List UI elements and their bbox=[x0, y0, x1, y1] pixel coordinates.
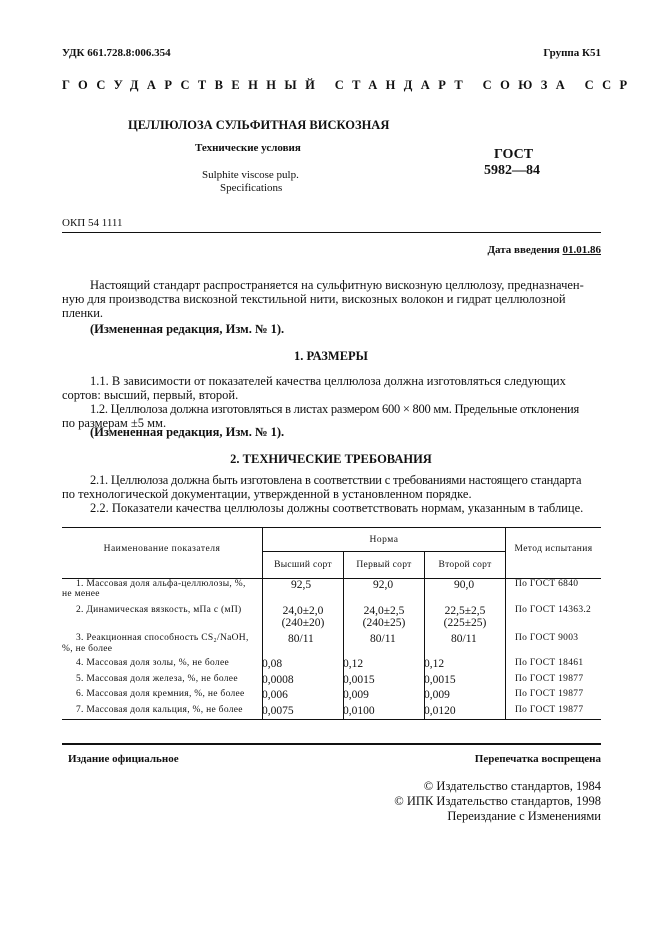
cell-second: 0,009 bbox=[424, 689, 450, 701]
table-row bbox=[62, 674, 601, 689]
state-standard-heading: ГОСУДАРСТВЕННЫЙ СТАНДАРТ СОЮЗА ССР bbox=[62, 78, 636, 92]
cell-high: 0,0008 bbox=[262, 674, 294, 686]
divider bbox=[62, 232, 601, 233]
cell-first: 0,12 bbox=[343, 658, 364, 670]
cell-high: 0,0075 bbox=[262, 705, 294, 717]
table-row bbox=[62, 605, 601, 631]
paragraph-line: по размерам ±5 мм. bbox=[62, 416, 167, 430]
row-name: 4. Массовая доля золы, %, не более bbox=[76, 658, 229, 668]
paragraph-line: 2.2. Показатели качества целлюлозы должны соответствовать нормам, указанным в таблице. bbox=[90, 501, 584, 515]
change-note: (Измененная редакция, Изм. № 1). bbox=[90, 322, 285, 336]
cell-second: 0,0120 bbox=[424, 705, 456, 717]
group-code: Группа К51 bbox=[543, 47, 601, 59]
copyright-line: © Издательство стандартов, 1984 bbox=[423, 779, 601, 793]
cell-first: 92,0 bbox=[373, 579, 394, 591]
row-name: 2. Динамическая вязкость, мПа с (мП) bbox=[76, 605, 242, 615]
cell-second: 80/11 bbox=[451, 633, 477, 645]
intro-line: Настоящий стандарт распространяется на сульфитную вискозную целлюлозу, предназначен- bbox=[90, 278, 584, 292]
effective-date-label: Дата введения bbox=[487, 244, 560, 256]
copyright-line: © ИПК Издательство стандартов, 1998 bbox=[394, 794, 601, 808]
cell-method: По ГОСТ 9003 bbox=[515, 633, 579, 643]
effective-date bbox=[487, 244, 601, 256]
intro-line: пленки. bbox=[62, 306, 104, 320]
official-edition: Издание официальное bbox=[68, 753, 179, 765]
cell-first: 0,0015 bbox=[343, 674, 375, 686]
english-title-line1: Sulphite viscose pulp. bbox=[202, 169, 299, 181]
cell-method: По ГОСТ 19877 bbox=[515, 689, 584, 699]
okp-code: ОКП 54 1111 bbox=[62, 217, 123, 229]
cell-second: 0,0015 bbox=[424, 674, 456, 686]
paragraph-line: 2.1. Целлюлоза должна быть изготовлена в соответствии с требованиями настоящего стандарта bbox=[90, 473, 582, 487]
cell-second: 90,0 bbox=[454, 579, 475, 591]
gost-label: ГОСТ bbox=[494, 147, 534, 162]
paragraph-line: 1.1. В зависимости от показателей качества целлюлоза должна изготовляться следующих bbox=[90, 374, 566, 388]
document-title: ЦЕЛЛЮЛОЗА СУЛЬФИТНАЯ ВИСКОЗНАЯ bbox=[128, 118, 390, 132]
reissue-note: Переиздание с Изменениями bbox=[447, 809, 601, 823]
column-header-method: Метод испытания bbox=[514, 544, 593, 554]
cell-second: 0,12 bbox=[424, 658, 445, 670]
column-header-high: Высший сорт bbox=[274, 560, 332, 570]
row-name: 7. Массовая доля кальция, %, не более bbox=[76, 705, 243, 715]
column-header-first: Первый сорт bbox=[356, 560, 412, 570]
intro-line: ную для производства вискозной текстильной нити, вискозных волокон и гидрат целлюлозной bbox=[62, 292, 566, 306]
cell-high: 0,08 bbox=[262, 658, 283, 670]
row-name: 5. Массовая доля железа, %, не более bbox=[76, 674, 238, 684]
cell-high: 92,5 bbox=[291, 579, 312, 591]
cell-high: 24,0±2,0 (240±20) bbox=[281, 605, 325, 629]
table-row bbox=[62, 689, 601, 704]
udk-code: УДК 661.728.8:006.354 bbox=[62, 47, 171, 59]
copyright-block bbox=[394, 779, 601, 824]
cell-method: По ГОСТ 19877 bbox=[515, 705, 584, 715]
table-row bbox=[62, 705, 601, 720]
column-header-norm: Норма bbox=[369, 535, 399, 545]
row-name: 6. Массовая доля кремния, %, не более bbox=[76, 689, 245, 699]
cell-high: 80/11 bbox=[288, 633, 314, 645]
paragraph-line: 1.2. Целлюлоза должна изготовляться в листах размером 600 × 800 мм. Предельные отклонения bbox=[90, 402, 579, 416]
footer-rule bbox=[62, 743, 601, 745]
section2-paragraph bbox=[62, 473, 600, 515]
cell-method: По ГОСТ 14363.2 bbox=[515, 605, 592, 615]
row-name: 1. Массовая доля альфа-целлюлозы, %, не менее bbox=[62, 579, 246, 599]
effective-date-value: 01.01.86 bbox=[562, 244, 601, 256]
change-note: (Измененная редакция, Изм. № 1). bbox=[90, 425, 285, 439]
cell-second: 22,5±2,5 (225±25) bbox=[443, 605, 487, 629]
cell-method: По ГОСТ 6840 bbox=[515, 579, 579, 589]
norm-divider bbox=[263, 551, 505, 552]
document-subtitle: Технические условия bbox=[195, 142, 301, 154]
section-heading-sizes: 1. РАЗМЕРЫ bbox=[294, 349, 368, 363]
paragraph-line: сортов: высший, первый, второй. bbox=[62, 388, 239, 402]
table-row bbox=[62, 579, 601, 605]
table-header bbox=[62, 527, 601, 579]
intro-paragraph bbox=[62, 278, 600, 320]
cell-first: 0,0100 bbox=[343, 705, 375, 717]
cell-method: По ГОСТ 19877 bbox=[515, 674, 584, 684]
section1-paragraph bbox=[62, 374, 600, 430]
section-heading-requirements: 2. ТЕХНИЧЕСКИЕ ТРЕБОВАНИЯ bbox=[230, 452, 432, 466]
cell-method: По ГОСТ 18461 bbox=[515, 658, 584, 668]
table-row bbox=[62, 658, 601, 673]
paragraph-line: по технологической документации, утвержденной в установленном порядке. bbox=[62, 487, 472, 501]
row-name: 3. Реакционная способность CS₂/NaOH, %, не более bbox=[62, 633, 249, 654]
column-header-second: Второй сорт bbox=[438, 560, 492, 570]
reprint-prohibited: Перепечатка воспрещена bbox=[474, 753, 601, 765]
column-header-name: Наименование показателя bbox=[103, 544, 221, 554]
cell-first: 80/11 bbox=[370, 633, 396, 645]
cell-first: 24,0±2,5 (240±25) bbox=[362, 605, 406, 629]
english-title-line2: Specifications bbox=[220, 182, 283, 194]
cell-first: 0,009 bbox=[343, 689, 369, 701]
table-row bbox=[62, 633, 601, 657]
cell-high: 0,006 bbox=[262, 689, 288, 701]
gost-number: 5982—84 bbox=[484, 163, 540, 178]
